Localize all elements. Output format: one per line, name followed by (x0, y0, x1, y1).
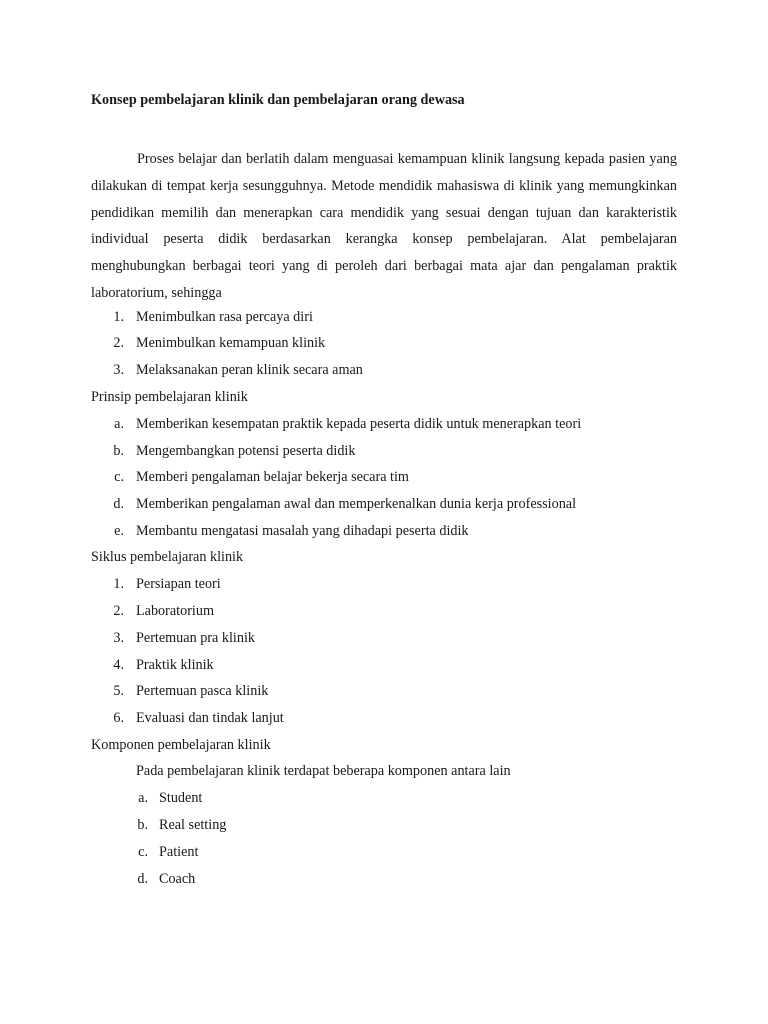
list-item-marker: 2. (113, 335, 124, 351)
section-heading-komponen: Komponen pembelajaran klinik (91, 737, 271, 753)
list-item: Real setting (159, 817, 227, 833)
list-item-marker: a. (114, 416, 124, 432)
section-heading-siklus: Siklus pembelajaran klinik (91, 549, 244, 565)
list-item-marker: b. (137, 817, 148, 833)
komponen-intro: Pada pembelajaran klinik terdapat beberapa komponen antara lain (136, 763, 511, 779)
list-item: Memberi pengalaman belajar bekerja secara tim (136, 469, 409, 485)
list-item: Menimbulkan rasa percaya diri (136, 309, 313, 325)
list-item-marker: c. (114, 469, 124, 485)
list-item-marker: 3. (113, 630, 124, 646)
list-item-marker: 1. (113, 309, 124, 325)
list-item: Mengembangkan potensi peserta didik (136, 443, 356, 459)
section-heading-prinsip: Prinsip pembelajaran klinik (91, 389, 248, 405)
list-item: Laboratorium (136, 603, 215, 619)
list-item-marker: a. (138, 790, 148, 806)
list-item: Membantu mengatasi masalah yang dihadapi peserta didik (136, 523, 469, 539)
list-item-marker: d. (113, 496, 124, 512)
list-item: Menimbulkan kemampuan klinik (136, 335, 326, 351)
list-item: Pertemuan pra klinik (136, 630, 255, 646)
list-item-marker: e. (114, 523, 124, 539)
list-item: Persiapan teori (136, 576, 221, 592)
list-item: Melaksanakan peran klinik secara aman (136, 362, 363, 378)
list-item-marker: 5. (113, 683, 124, 699)
list-item: Student (159, 790, 203, 806)
list-item-marker: 3. (113, 362, 124, 378)
list-item: Praktik klinik (136, 657, 214, 673)
list-item: Evaluasi dan tindak lanjut (136, 710, 284, 726)
list-item: Pertemuan pasca klinik (136, 683, 269, 699)
list-item: Memberikan pengalaman awal dan memperkenalkan dunia kerja professional (136, 496, 577, 512)
list-item-marker: 4. (113, 657, 124, 673)
list-item-marker: 1. (113, 576, 124, 592)
list-item: Patient (159, 844, 199, 860)
list-item-marker: 2. (113, 603, 124, 619)
list-item-marker: b. (113, 443, 124, 459)
intro-paragraph: Proses belajar dan berlatih dalam menguasai kemampuan klinik langsung kepada pasien yang dilakukan di tempat kerja sesungguhnya. Metode mendidik mahasiswa di klinik yang memungkinkan pendidikan memilih dan menerapkan cara mendidik yang sesuai dengan tujuan dan karakteristik individual peserta didik berdasarkan kerangka konsep pembelajaran. Alat pembelajaran menghubungkan berbagai teori yang di peroleh dari berbagai mata ajar dan pengalaman praktik laboratorium, sehingga (91, 151, 677, 301)
list-item-marker: c. (138, 844, 148, 860)
list-item-marker: 6. (113, 710, 124, 726)
list-item: Coach (159, 871, 196, 887)
list-item-marker: d. (137, 871, 148, 887)
list-item: Memberikan kesempatan praktik kepada peserta didik untuk menerapkan teori (136, 416, 582, 432)
document-title: Konsep pembelajaran klinik dan pembelajaran orang dewasa (91, 92, 465, 108)
